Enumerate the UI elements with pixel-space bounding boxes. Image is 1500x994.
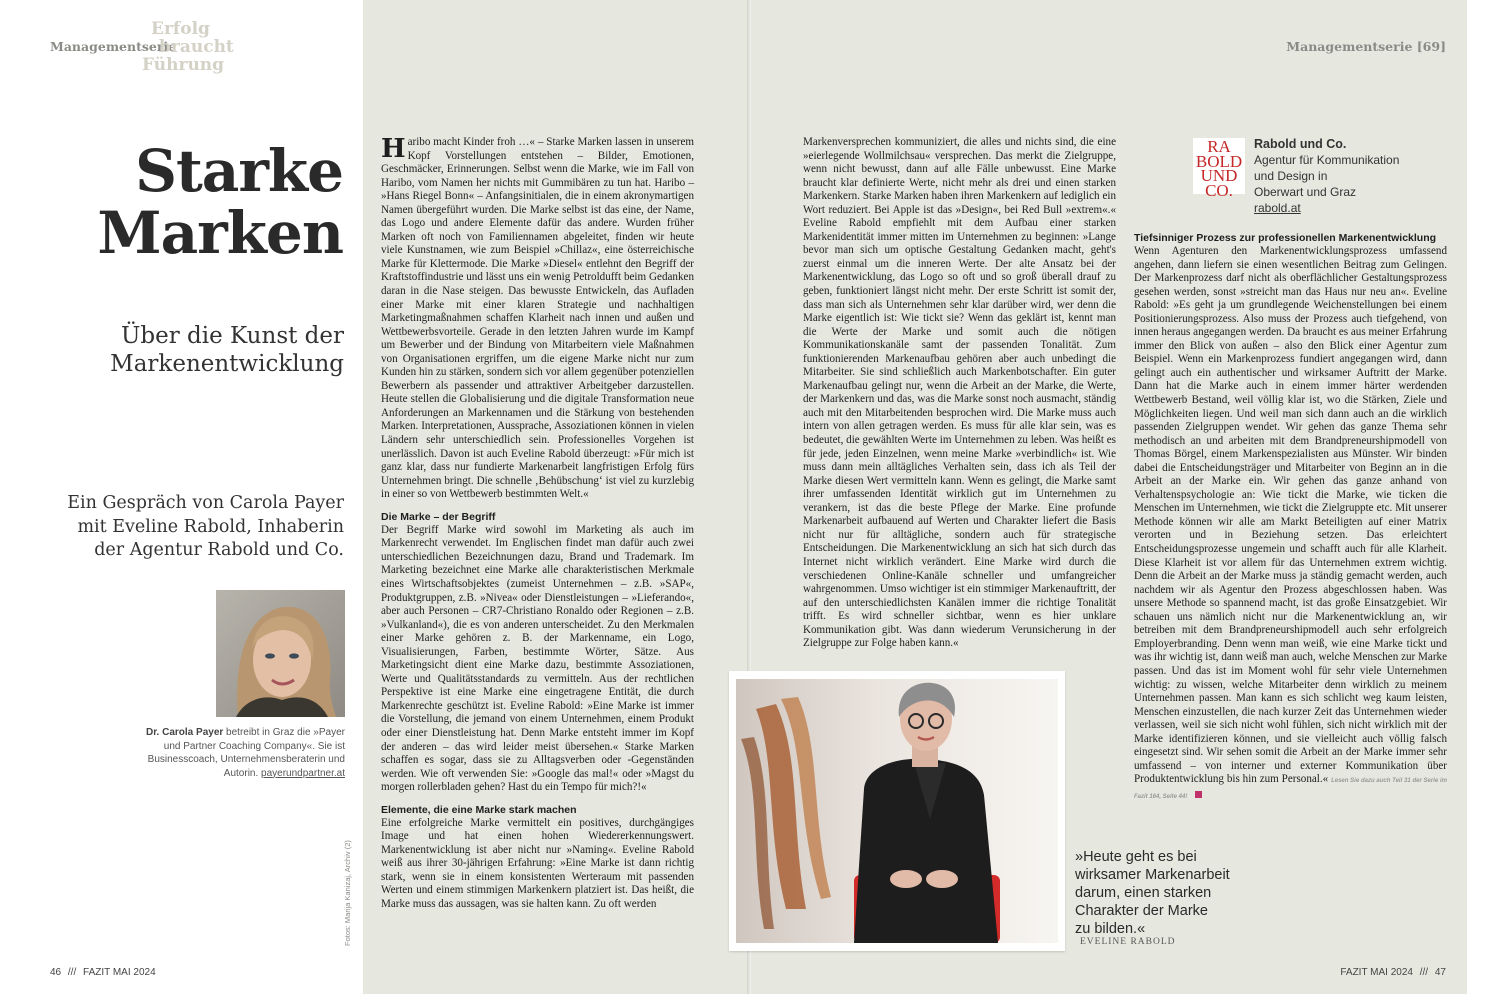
quote-line: wirksamer Markenarbeit: [1075, 867, 1230, 884]
author-caption: [145, 726, 345, 780]
intro-line: der Agentur Rabold und Co.: [94, 540, 344, 560]
subtitle-line: Über die Kunst der: [120, 323, 344, 349]
agency-line: und Design in: [1254, 169, 1328, 183]
article-column-3: [1134, 232, 1447, 804]
author-name: Dr. Carola Payer: [146, 727, 224, 738]
paragraph: [381, 136, 694, 502]
issue-label: FAZIT MAI 2024: [83, 967, 156, 978]
footer-right: [1340, 967, 1446, 978]
page-number: 47: [1434, 967, 1446, 978]
logo-line: RA: [1207, 137, 1231, 156]
paragraph: Der Begriff Marke wird sowohl im Marketing als auch im Markenrecht verwendet. Im Englischen findet man dafür auch zwei unterschiedlichen Bezeichnungen dazu, Brand und Trademark. Im Marketing bezeichnet eine Marke alle charakteristischen Merkmale eines Wirtschaftsobjektes (zumeist Unternehmen – z.B. »SAP«, Produktgruppen, z.B. »Nivea« oder Dienstleistungen – »Lieferando«, aber auch Personen – CR7-Christiano Ronaldo oder Regionen – z.B. »Vulkanland«), die es von anderen unterscheidet. Zu den Merkmalen einer Marke gehören z. B. der Markenname, ein Logo, Visualisierungen, Farben, bestimmte Wörter, Sätze. Aus Marketingsicht dient eine Marke dazu, bestimmte Assoziationen, Werte und Qualitätsstandards zu vermitteln. Aus der rechtlichen Perspektive ist eine Marke eine eingetragene Entität, die durch Markenrechte geschützt ist. Eveline Rabold: »Eine Marke ist immer die Vorstellung, die jemand von einem Unternehmen, einem Produkt oder einer Dienstleistung hat. Denn Marke entsteht immer im Kopf der anderen – das wird leider meist übersehen.« Starke Marken schaffen es sogar, dass sie zu Alltagsverben oder -Gegenständen werden. Wie oft verwenden Sie: »Google das mal!« oder »Magst du morgen rollerbladen gehen? Hast du ein Tempo für mich?!«: [381, 523, 694, 794]
series-motto: [142, 20, 234, 74]
title-line: Starke: [135, 137, 343, 205]
agency-line: Oberwart und Graz: [1254, 185, 1357, 199]
logo-line: BOLD: [1195, 151, 1243, 171]
paragraph-text: aribo macht Kinder froh …« – Starke Marken lassen in unserem Kopf Vorstellungen entstehen – Bilder, Emotionen, Geschmäcker, Erinnerungen. Selbst wenn die Marke, wie im Fall von Haribo, vom Namen her nichts mit Gummibären zu tun hat. Haribo – »Hans Riegel Bonn« – Anfangsinitialen, die in einem akronymartigen Namen übergeführt wurden. Die Marke selbst ist das eine, der Name, das Logo und andere Elemente dafür das andere. Wurden früher Marken oft noch von Familiennamen abgeleitet, finden wir heute viele Kunstnamen, wie zum Beispiel »Chillaz«, eine österreichische Marke für Klettermode. Die Marke »Diesel« entlehnt den Begriff der Kraftstoffindustrie und lässt uns ein wenig Petroldufft beim Gedanken daran in die Nase steigen. Das bewusste Entwickeln, das Aufladen einer Marke mit einer klaren Strategie und nachhaltigen Marketingmaßnahmen schaffen Klarheit nach innen und außen und Wettbewerbsvorteile. Gerade in den letzten Jahren wurde im Kampf um Bewerber und der Bindung von Mitarbeitern viele Maßnahmen von Organisationen ergriffen, um die eigene Marke nicht nur zum Kunden hin zu stärken, sondern sich vor allem gegenüber potenziellen Bewerbern als passender und attraktiver Arbeitgeber darzustellen. Heute stellen die Globalisierung und die digitale Transformation neue Anforderungen an Markennamen und die Stärkung von bestehenden Marken. Interpretationen, Aussprache, Assoziationen können in vielen Ländern sehr unterschiedlich sein. Professionelles Vorgehen ist unerlässlich. Davon ist auch Eveline Rabold überzeugt: »Für mich ist ganz klar, dass nur fundierte Markenarbeit langfristigen Erfolg fürs Unternehmen bringt. Die schnelle ‚Behübschung‘ ist viel zu kurzlebig in einer so von Wettbewerb bestimmten Welt.«: [381, 136, 694, 501]
intro-line: Ein Gespräch von Carola Payer: [67, 493, 344, 513]
rabold-logo: [1193, 137, 1245, 200]
drop-cap: H: [381, 134, 406, 164]
section-heading: Elemente, die eine Marke stark machen: [381, 803, 577, 816]
footer-separator: ///: [1419, 967, 1429, 978]
article-subtitle: [110, 322, 344, 378]
series-label-right: Managementserie [69]: [1286, 39, 1446, 54]
section-heading: Tiefsinniger Prozess zur professionellen Markenentwicklung: [1134, 232, 1437, 244]
interview-photo: [729, 671, 1065, 951]
article-column-1: [381, 136, 694, 912]
subtitle-line: Markenentwicklung: [110, 351, 344, 377]
motto-line: Führung: [142, 55, 225, 75]
motto-line: braucht: [159, 37, 234, 57]
footer-left: [50, 967, 156, 978]
page-number: 46: [50, 967, 62, 978]
quote-line: darum, einen starken: [1075, 885, 1212, 902]
paragraph: Markenversprechen kommuniziert, die alles und nichts sind, die eine »eierlegende Wollmilchsau« versprechen. Das merkt die Zielgruppe, wenn nicht bewusst, dann auf alle Fälle unbewusst. Eine Marke braucht klar definierte Werte, nicht mehr als drei und einen starken Markenkern. Starke Marken haben ihren Markenkern auf lediglich ein Wort reduziert. Bei Apple ist das »Design«, bei Red Bull »extrem«.« Eveline Rabold empfiehlt mit dem Aufbau einer starken Markenidentität immer mitten im Unternehmen zu beginnen: »Lange bevor man sich um optische Gestaltung Gedanken macht, geht's zuerst einmal um die inneren Werte. Der alte Ansatz bei der Markenentwicklung, das Logo so oft und so groß überall drauf zu geben, funktioniert längst nicht mehr. Der erste Schritt ist somit der, dass man sich als Unternehmen sehr klar darüber wird, wer denn die Marke eigentlich ist: Wie tickt sie? Wenn das geklärt ist, kennt man die Werte der Marke und somit auch die nötigen Kommunikationskanäle samt der passenden Tonalität. Zum funktionierenden Markenaufbau gehören aber auch unbedingt die Mitarbeiter. Sie sind schließlich auch Markenbotschafter. Ein guter Markenaufbau gelingt nur, wenn die Arbeit an der Marke, die Werte, der Markenkern und das, was die Marke sonst noch ausmacht, ständig auch mit den Mitarbeitenden besprochen wird. Die Marke muss auch intern von allen getragen werden. Es muss für alle klar sein, was es bedeutet, die gewählten Werte im Unternehmen zu leben. Was heißt es für jede, jeden Einzelnen, wenn meine Marke »verbindlich« ist. Wie muss dann mein alltägliches Verhalten sein, dass ich als Teil der Marke diesen Wert vermitteln kann. Wenn es gelingt, die Marke samt ihrer umfassenden Identität wirklich gut im Unternehmen zu verankern, ist das die beste Pflege der Marke. Eine profunde Markenarbeit aufbauend auf Werten und Charakter liefert die Basis nicht nur für alltägliche, sondern auch für strategische Entscheidungen. Die Markenentwicklung an sich hat sich durch das Internet nicht wirklich verändert. Eine Marke wird durch die verschiedenen Online-Kanäle schneller und umfangreicher wahrgenommen. Umso wichtiger ist ein stimmiger Markenauftritt, der auf den unterschiedlichsten Kanälen immer die richtige Tonalität trifft. Es wird schneller sichtbar, wenn es hier unklare Kommunikation gibt. Was dann wiederum Verunsicherung in der Zielgruppe zur Folge haben kann.«: [803, 136, 1116, 650]
title-line: Marken: [97, 199, 343, 267]
right-white-edge: [1467, 0, 1500, 994]
author-website-link[interactable]: payerundpartner.at: [261, 767, 345, 779]
pull-quote: [1075, 848, 1230, 938]
series-label-left: Managementserie: [50, 39, 177, 54]
article-intro: [67, 492, 344, 563]
author-bio: betreibt in Graz die »Payer und Partner Coaching Company«. Sie ist Businesscoach, Unternehmensberaterin und Autorin.: [147, 727, 345, 779]
footer-separator: ///: [67, 967, 77, 978]
paragraph: [1134, 245, 1447, 804]
logo-line: UND: [1200, 166, 1238, 185]
logo-line: CO.: [1205, 180, 1233, 200]
section-heading: Die Marke – der Begriff: [381, 510, 496, 523]
paragraph-text: Wenn Agenturen den Markenentwicklungsprozess umfassend angehen, dann liefern sie einen wesentlichen Beitrag zum Gelingen. Der Markenprozess darf nicht als oberflächlicher Gestaltungsprozess gesehen werden, sonst »streicht man das Haus nur neu an«. Eveline Rabold: »Es geht ja um grundlegende Weichenstellungen bei einem Positionierungsprozess. Also muss der Prozess auch tiefgehend, von innen heraus angegangen werden. Da braucht es aus meiner Erfahrung immer den Blick von außen – also den Blick einer Agentur zum Beispiel. Wenn ein Markenprozess fundiert angegangen wird, dann gelingt auch ein authentischer und wirksamer Auftritt der Marke. Dann hat die Marke auch in einem immer härter werdenden Wettbewerb Bestand, weil völlig klar ist, wo die Stärken, Ziele und Möglichkeiten liegen. Und weil man sich dann auch an die wirklich passenden Zielgruppen wendet. Wir gehen das ganze Thema sehr methodisch an und arbeiten mit dem Brandpreneurshipmodell von Thomas Börgel, einem Markenspezialisten aus Münster. Wir binden dabei die Entscheidungsträger und Mitarbeiter von Beginn an in die Arbeit an der Marke ein. Wir gehen das ganze anhand von Verhaltenspsychologie an: Wie tickt die Marke, wie ticken die Menschen im Unternehmen, wie tickt die Zielgruppte etc. Mit unserer Methode können wir alle am Markt Beteiligten auf einer Matrix verorten und in Beziehung setzen. Das erleichtert Entscheidungsprozesse ungemein und schafft auch für alle Klarheit. Diese Klarheit ist vor allem für das Unternehmen extrem wichtig. Denn die Arbeit an der Marke muss ja ständig gemacht werden, auch nachdem wir als Agentur den Prozess abgeschlossen haben. Was unsere Methode so spannend macht, ist das große Einsatzgebiet. Wir schauen uns nämlich nicht nur die Markenentwicklung an, wir betreiben mit dem Brandpreneurshipmodell auch sehr erfolgreich Employerbranding. Denn wenn man weiß, wie eine Marke tickt und was ihr wichtig ist, dann weiß man auch, welche Menschen zur Marke passen. Und das ist im Moment wohl für sehr viele Unternehmen wichtig: zu wissen, welche Mitarbeiter denn wirklich zu meinem Unternehmen passen. Man kann es sich schlicht weg kaum leisten, Menschen einzustellen, die nach kurzer Zeit das Unternehmen wieder verlassen, weil sie sich nicht wohl fühlen, sich nicht wirklich mit der Marke identifizieren können, und sie vielleicht auch völlig falsch eingesetzt sind. Wir sehen somit die Arbeit an der Marke immer sehr umfassend – von interner und externer Kommunikation über Produktentwicklung bis hin zum Personal.«: [1134, 245, 1447, 786]
quote-line: zu bilden.«: [1075, 921, 1146, 938]
quote-attribution: EVELINE RABOLD: [1080, 937, 1176, 947]
agency-info: [1254, 136, 1399, 216]
issue-label: FAZIT MAI 2024: [1340, 967, 1413, 978]
motto-line: Erfolg: [151, 19, 210, 39]
quote-line: Charakter der Marke: [1075, 903, 1208, 920]
agency-line: Agentur für Kommunikation: [1254, 153, 1400, 167]
article-column-2: [803, 136, 1116, 651]
series-crossref: Lesen Sie dazu auch Teil 31 der Serie im Fazit 164, Seite 44!: [1134, 778, 1447, 800]
quote-line: »Heute geht es bei: [1075, 849, 1197, 865]
agency-name: Rabold und Co.: [1254, 137, 1347, 151]
end-mark-icon: [1195, 791, 1202, 798]
photo-credit: Fotos: Marija Kanizaj, Archiv (2): [343, 840, 352, 946]
article-title: [97, 137, 343, 267]
author-portrait: [216, 590, 345, 717]
agency-website-link[interactable]: rabold.at: [1254, 201, 1301, 215]
paragraph: Eine erfolgreiche Marke vermittelt ein positives, durchgängiges Image und hat einen hohen Wiedererkennungswert. Markenentwicklung ist aber nicht nur »Naming«. Eveline Rabold weiß aus ihrer 30-jährigen Erfahrung: »Eine Marke ist dann richtig stark, wenn sie in einem konsistenten Werteraum mit passenden Werten und einem stimmigen Markenkern platziert ist. Das heißt, die Marke muss das aussagen, was sie halten kann. Zu oft werden: [381, 816, 694, 910]
intro-line: mit Eveline Rabold, Inhaberin: [77, 516, 344, 537]
